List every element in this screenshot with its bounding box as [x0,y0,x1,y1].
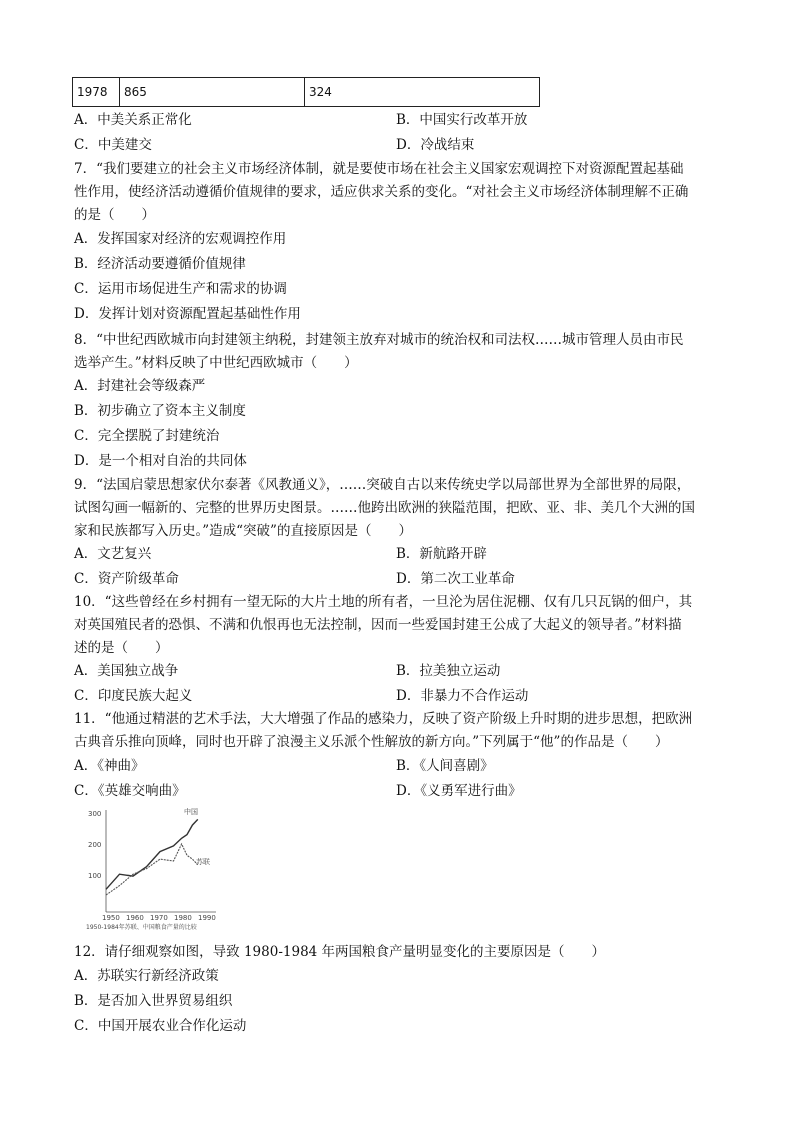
x-tick-label: 1960 [126,914,144,922]
q9-option-a: A．文艺复兴 [74,546,152,562]
q9-stem-line1: 9．“法国启蒙思想家伏尔泰著《风教通义》，……突破自古以来传统史学以局部世界为全部世界的局限， [74,477,691,493]
q12-option-c: C．中国开展农业合作化运动 [74,1018,247,1034]
q9-stem-line3: 家和民族都写入历史。”造成“突破”的直接原因是（ ） [74,523,412,539]
q12-option-a: A．苏联实行新经济政策 [74,968,219,984]
q8-stem-line2: 选举产生。”材料反映了中世纪西欧城市（ ） [74,355,358,371]
q7-stem-line2: 性作用，使经济活动遵循价值规律的要求，适应供求关系的变化。“对社会主义市场经济体制理解不正确 [74,184,689,200]
data-table [72,77,540,107]
q10-option-c: C．印度民族大起义 [74,688,193,704]
table-cell: 324 [305,78,540,107]
q11-option-b: B．《人间喜剧》 [396,758,494,774]
q10-option-a: A．美国独立战争 [74,663,179,679]
series-line-0 [106,819,198,889]
q11-option-d: D．《义勇军进行曲》 [396,783,522,799]
q7-option-d: D．发挥计划对资源配置起基础性作用 [74,306,301,322]
q11-option-a: A．《神曲》 [74,758,145,774]
q9-option-c: C．资产阶级革命 [74,571,179,587]
q10-stem-line3: 述的是（ ） [74,640,169,656]
table-cell: 1978 [73,78,120,107]
grain-output-chart [84,802,224,932]
series-line-1 [106,844,198,895]
q8-option-a: A．封建社会等级森严 [74,378,206,394]
q6-option-c: C．中美建交 [74,137,152,153]
y-tick-label: 200 [88,841,102,849]
x-tick-label: 1970 [150,914,168,922]
q10-option-b: B．拉美独立运动 [396,663,501,679]
q8-option-c: C．完全摆脱了封建统治 [74,428,220,444]
q9-option-d: D．第二次工业革命 [396,571,515,587]
q11-option-c: C．《英雄交响曲》 [74,783,186,799]
q9-stem-line2: 试图勾画一幅新的、完整的世界历史图景。……他跨出欧洲的狭隘范围，把欧、亚、非、美几个大洲的国 [74,500,695,516]
q6-option-b: B．中国实行改革开放 [396,112,528,128]
q8-option-d: D．是一个相对自治的共同体 [74,453,247,469]
q6-option-a: A．中美关系正常化 [74,112,192,128]
q9-option-b: B．新航路开辟 [396,546,487,562]
q10-stem-line1: 10．“这些曾经在乡村拥有一望无际的大片土地的所有者，一旦沦为居住泥棚、仅有几只瓦锅的佃户，其 [74,594,693,610]
q11-stem-line1: 11．“他通过精湛的艺术手法，大大增强了作品的感染力，反映了资产阶级上升时期的进步思想，把欧洲 [74,711,693,727]
q12-option-b: B．是否加入世界贸易组织 [74,993,233,1009]
legend-china: 中国 [184,808,198,816]
q7-stem-line1: 7．“我们要建立的社会主义市场经济体制，就是要使市场在社会主义国家宏观调控下对资源配置起基础 [74,161,684,177]
q10-option-d: D．非暴力不合作运动 [396,688,529,704]
chart-caption: 1950-1984年苏联、中国粮食产量的比较 [86,924,197,931]
q11-stem-line2: 古典音乐推向顶峰，同时也开辟了浪漫主义乐派个性解放的新方向。”下列属于“他”的作品是（ ） [74,734,669,750]
q10-stem-line2: 对英国殖民者的恐惧、不满和仇恨再也无法控制，因而一些爱国封建王公成了大起义的领导者。”材料描 [74,617,682,633]
y-tick-label: 300 [88,810,102,818]
q7-stem-line3: 的是（ ） [74,207,155,223]
q12-stem: 12．请仔细观察如图，导致 1980-1984 年两国粮食产量明显变化的主要原因是（ ） [74,944,606,960]
q8-stem-line1: 8．“中世纪西欧城市向封建领主纳税，封建领主放弃对城市的统治权和司法权……城市管理人员由市民 [74,332,684,348]
chart-svg [84,802,224,932]
q6-option-d: D．冷战结束 [396,137,475,153]
y-tick-label: 100 [88,872,102,880]
table-cell: 865 [120,78,305,107]
q8-option-b: B．初步确立了资本主义制度 [74,403,246,419]
x-tick-label: 1950 [102,914,120,922]
q7-option-b: B．经济活动要遵循价值规律 [74,256,246,272]
legend-ussr: 苏联 [196,858,210,866]
x-tick-label: 1990 [198,914,216,922]
x-tick-label: 1980 [174,914,192,922]
q7-option-c: C．运用市场促进生产和需求的协调 [74,281,287,297]
table-row [73,78,540,107]
q7-option-a: A．发挥国家对经济的宏观调控作用 [74,231,287,247]
